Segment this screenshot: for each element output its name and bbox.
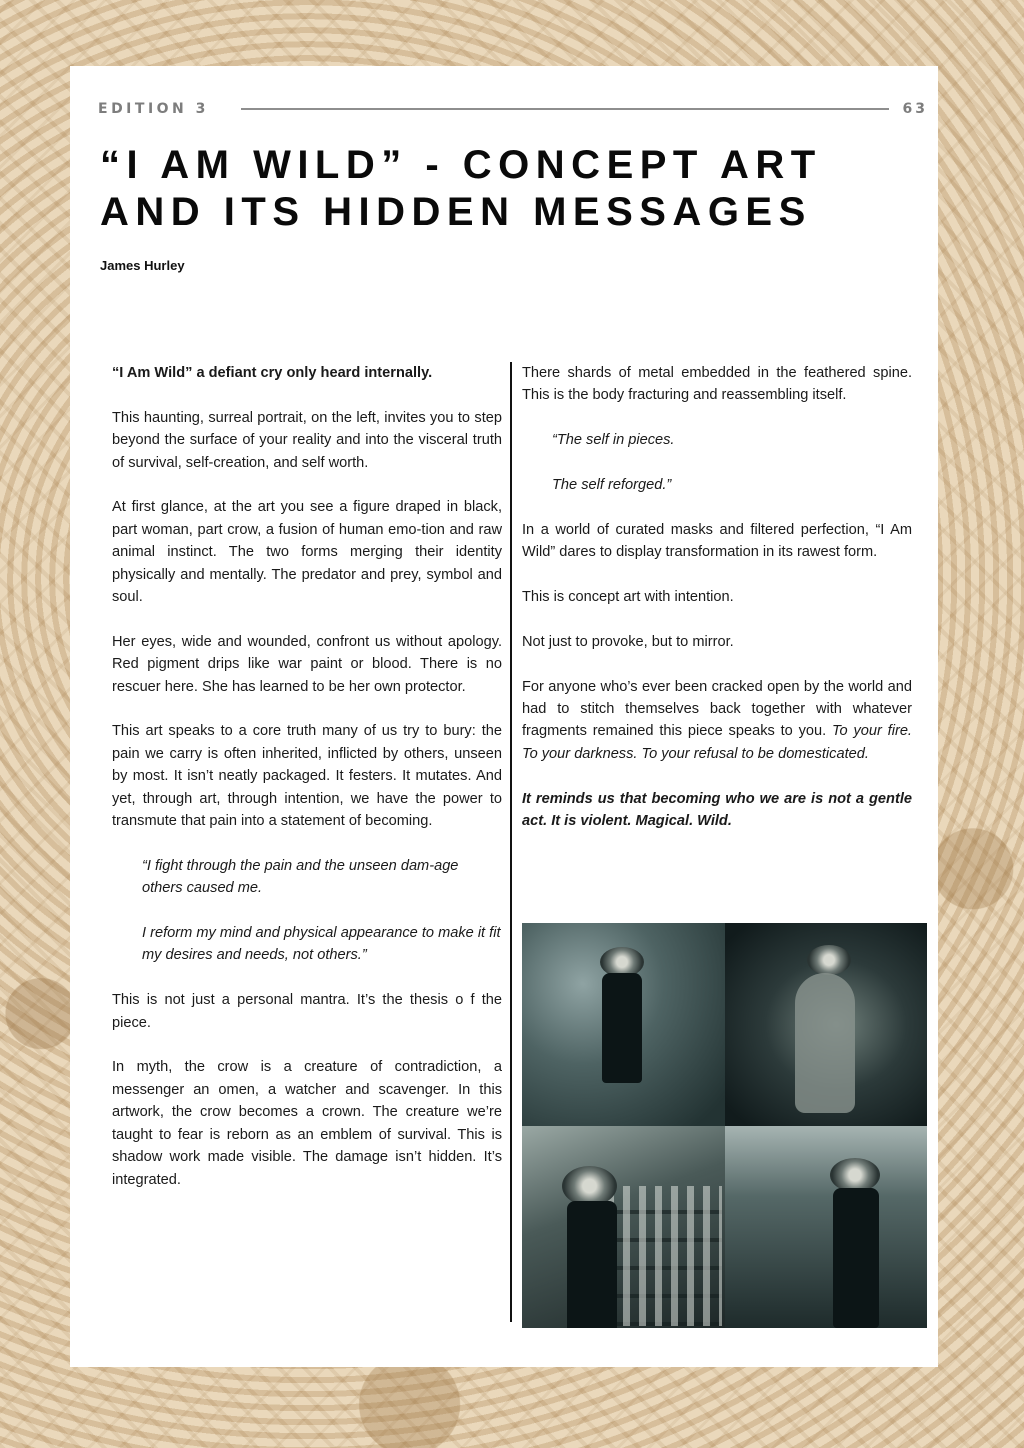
flower-crown: [562, 1166, 617, 1206]
paragraph: Her eyes, wide and wounded, confront us without apology. Red pigment drips like war paint or blood. There is no rescuer here. She has learned to be her own protector.: [112, 633, 502, 695]
pull-quote: “The self in pieces.: [552, 432, 675, 449]
paragraph: In myth, the crow is a creature of contradiction, a messenger an omen, a watcher and scavenger. In this artwork, the crow becomes a crown. The creature we’re taught to fear is reborn as an emblem of survival. This is shadow work made visible. The damage isn’t hidden. It’s integrated.: [112, 1059, 502, 1188]
collage-image-field: [725, 1126, 928, 1329]
title-line-2: AND ITS HIDDEN MESSAGES: [100, 190, 812, 234]
collage-image-forest: [725, 923, 928, 1126]
paragraph-text: For anyone who’s ever been cracked open by the world and had to stitch themselves back together with whatever fragments remained this piece speaks to you.: [522, 678, 912, 740]
flower-crown: [807, 945, 851, 975]
flower-crown: [830, 1158, 880, 1192]
page-number: 63: [902, 101, 928, 117]
figure-silhouette: [602, 973, 642, 1083]
paragraph: This is concept art with intention.: [522, 589, 734, 605]
collage-image-building: [522, 1126, 725, 1329]
article-title: [100, 142, 920, 236]
edition-label: EDITION 3: [98, 101, 209, 117]
paragraph: In a world of curated masks and filtered perfection, “I Am Wild” dares to display transformation in its rawest form.: [522, 521, 912, 561]
pull-quote: I reform my mind and physical appearance to make it fit my desires and needs, not others.”: [142, 925, 501, 964]
concept-art-collage: [522, 923, 927, 1328]
header-rule: [241, 108, 889, 110]
figure-silhouette: [833, 1188, 879, 1328]
italic-text: To your fire. To your darkness. To your refusal to be domesticated.: [522, 723, 912, 762]
paragraph: Not just to provoke, but to mirror.: [522, 633, 734, 650]
paragraph: [522, 676, 912, 766]
closing-statement: It reminds us that becoming who we are is not a gentle act. It is violent. Magical. Wild.: [522, 790, 912, 830]
column-divider: [510, 362, 512, 1322]
paragraph: This is not just a personal mantra. It’s the thesis o f the piece.: [112, 992, 502, 1031]
left-column: [112, 362, 502, 1213]
pull-quote: The self reforged.”: [552, 477, 672, 493]
paragraph: At first glance, at the art you see a figure draped in black, part woman, part crow, a fusion of human emo-tion and raw animal instinct. The two forms merging their identity physically and mentally. The predator and prey, symbol and soul.: [112, 499, 502, 606]
collage-image-mist: [522, 923, 725, 1126]
pull-quote: “I fight through the pain and the unseen dam-age others caused me.: [142, 857, 459, 897]
paragraph: This haunting, surreal portrait, on the left, invites you to step beyond the surface of your reality and into the visceral truth of survival, self-creation, and self worth.: [112, 409, 502, 471]
magazine-page: [70, 66, 938, 1367]
feathered-gown: [795, 973, 855, 1113]
figure-silhouette: [567, 1201, 617, 1329]
paragraph: There shards of metal embedded in the feathered spine. This is the body fracturing and reassembling itself.: [522, 365, 912, 404]
author-byline: James Hurley: [100, 258, 185, 273]
building-windows: [607, 1186, 722, 1326]
paragraph: This art speaks to a core truth many of us try to bury: the pain we carry is often inherited, inflicted by others, unseen by most. It isn’t neatly packaged. It festers. It mutates. And yet, through art, through intention, we have the power to transmute that pain into a statement of becoming.: [112, 723, 502, 830]
running-header: [98, 100, 928, 118]
lead-paragraph: “I Am Wild” a defiant cry only heard internally.: [112, 365, 433, 381]
title-line-1: “I AM WILD” - CONCEPT ART: [100, 143, 822, 187]
right-column: [522, 362, 912, 855]
